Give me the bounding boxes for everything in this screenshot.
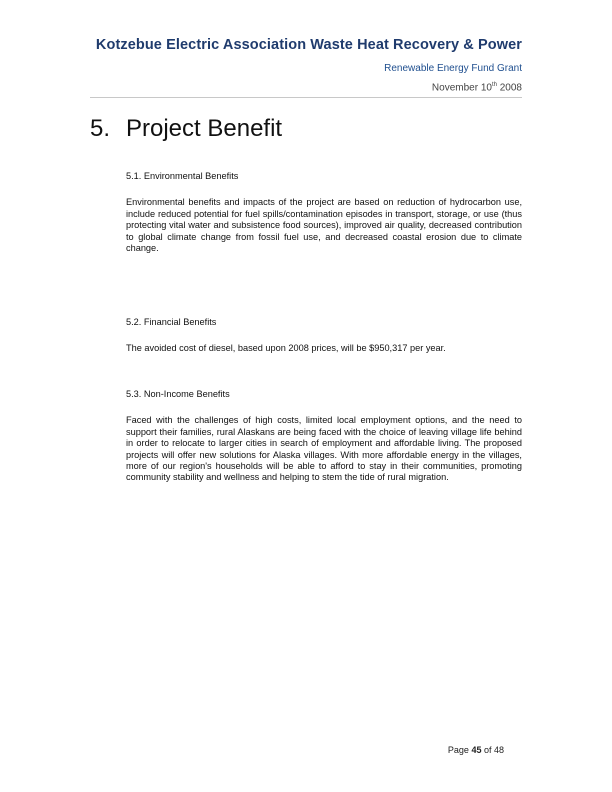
subsection-heading: 5.2. Financial Benefits <box>126 317 217 327</box>
subsection-heading: 5.1. Environmental Benefits <box>126 171 239 181</box>
subsection-non-income <box>126 389 522 484</box>
header-subtitle: Renewable Energy Fund Grant <box>384 63 522 74</box>
date-superscript: th <box>491 82 497 88</box>
subsection-environmental <box>126 171 522 254</box>
page-label: Page <box>447 745 472 755</box>
page-footer <box>448 745 504 755</box>
total-pages: 48 <box>493 745 504 755</box>
current-page-number: 45 <box>471 745 482 755</box>
section-title-text: Project Benefit <box>126 115 283 142</box>
of-label: of <box>481 745 494 755</box>
subsection-paragraph: Faced with the challenges of high costs, limited local employment options, and the need to support their families, rural Alaskans are being faced with the choice of leaving village life behind in order to relocate to larger cities in search of employment and affordable living. The proposed projects will offer new solutions for Alaska villages. With more affordable energy in the villages, more of our region's households will be able to afford to stay in their communities, promoting community stability and wellness and helping to stem the tide of rural migration. <box>126 415 522 483</box>
section-number: 5. <box>90 115 111 142</box>
subsection-paragraph: Environmental benefits and impacts of the project are based on reduction of hydrocarbon use, include reduced potential for fuel spills/contamination episodes in transport, storage, or use (thus protecting vital water and subsistence food sources), improved air quality, decreased contribution to global climate change from fossil fuel use, and decreased coastal erosion due to climate change. <box>126 197 522 254</box>
subsection-heading: 5.3. Non-Income Benefits <box>126 389 230 399</box>
date-suffix: 2008 <box>496 82 522 94</box>
subsection-financial <box>126 317 522 355</box>
subsection-paragraph: The avoided cost of diesel, based upon 2008 prices, will be $950,317 per year. <box>126 343 446 354</box>
section-title <box>90 115 282 143</box>
header-title: Kotzebue Electric Association Waste Heat Recovery & Power <box>95 37 522 53</box>
header-date <box>432 82 522 93</box>
header-divider <box>90 97 522 98</box>
date-prefix: November 10 <box>431 82 492 94</box>
